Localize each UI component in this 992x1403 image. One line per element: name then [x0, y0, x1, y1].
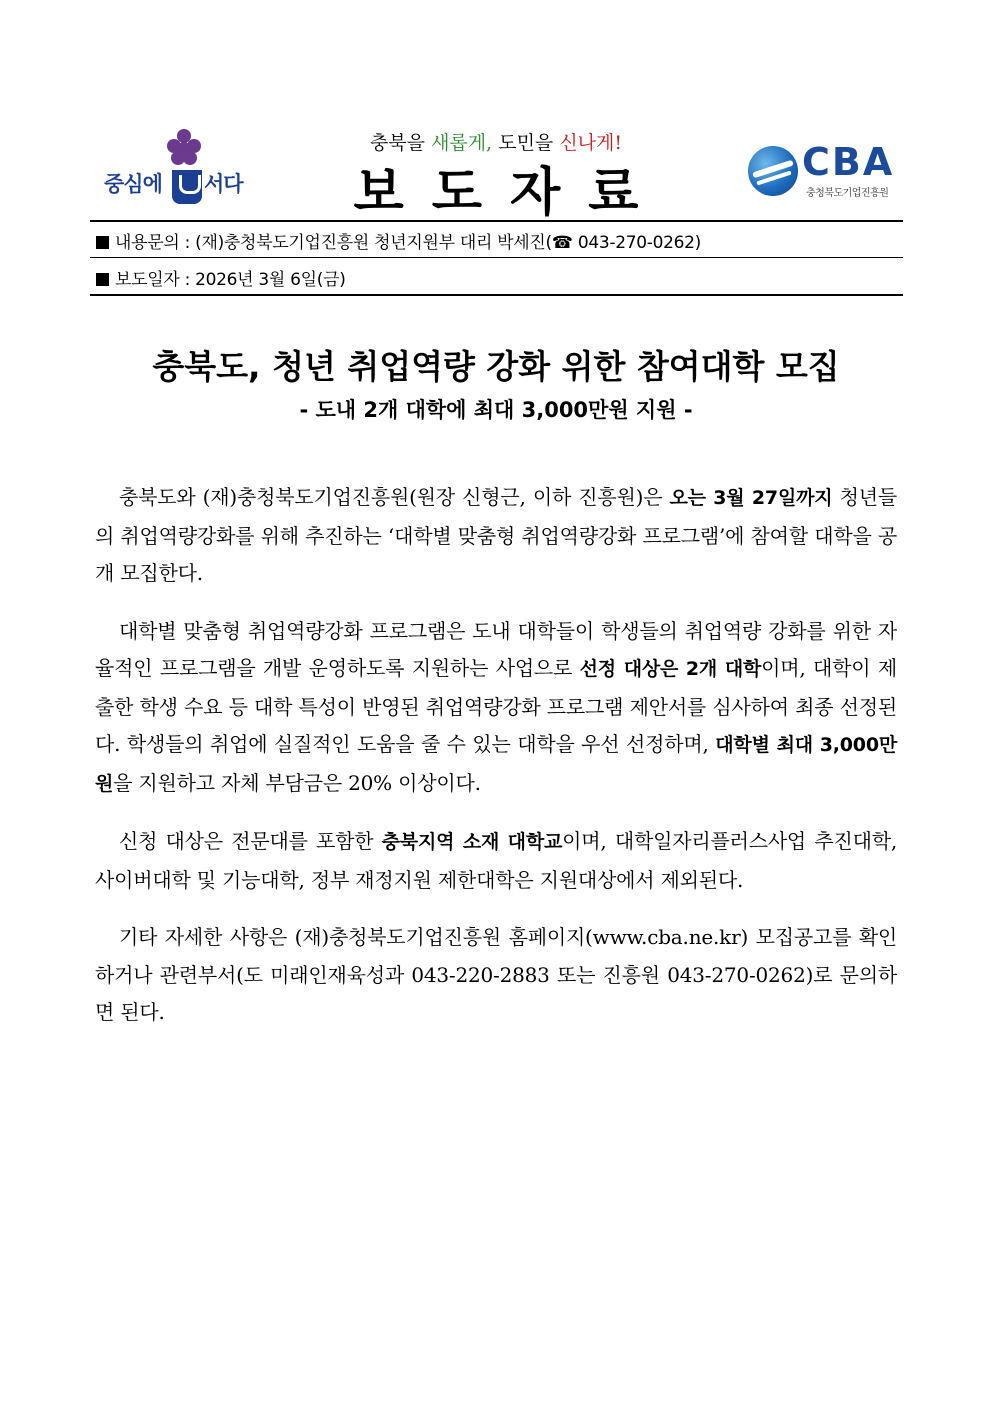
p2-bold: 선정 대상은 2개 대학	[579, 658, 762, 680]
square-bullet-icon	[96, 236, 109, 249]
p2-text: 대학별 맞춤형 취업역량강화 프로그램은 도내 대학들이 학생들의 취업역량 강화를 위한 자율적인 프로그램을 개발 운영하도록 지원하는 사업으로	[95, 618, 897, 680]
cba-logo	[748, 140, 908, 202]
paragraph-1	[95, 479, 897, 593]
p3-bold: 충북지역 소재 대학교	[381, 831, 563, 853]
date-row	[96, 265, 346, 290]
subheadline: - 도내 2개 대학에 최대 3,000만원 지원 -	[299, 398, 693, 422]
slogan-mid: 도민을	[492, 132, 560, 154]
square-bullet-icon	[96, 273, 109, 286]
divider	[90, 294, 903, 296]
press-release-title: 보도자료	[353, 162, 667, 223]
p1-text-2: 청년들의 취업역량강화를 위해 추진하는 ‘대학별 맞춤형 취업역량강화 프로그램’에 참여할 대학을 공개 모집한다.	[95, 485, 897, 585]
p3-text-2: 이며, 대학일자리플러스사업 추진대학, 사이버대학 및 기능대학, 정부 재정지원 제한대학은 지원대상에서 제외된다.	[95, 829, 897, 892]
cba-logo-text: CBA	[802, 140, 895, 184]
slogan-green: 새롭게,	[431, 132, 493, 154]
p2-text-2: 이며, 대학이 제출한 학생 수요 등 대학 특성이 반영된 취업역량강화 프로그램 제안서를 심사하여 최종 선정된다. 학생들의 취업에 실질적인 도움을 줄 수 있는 대학을 우선 선정하며,	[95, 656, 897, 756]
article-body	[95, 479, 897, 1052]
contact-row	[96, 228, 701, 253]
slogan-red: 신나게!	[559, 132, 623, 154]
cba-logo-subtext: 충청북도기업진흥원	[806, 188, 889, 199]
divider	[90, 220, 903, 222]
headline: 충북도, 청년 취업역량 강화 위한 참여대학 모집	[152, 347, 840, 386]
paragraph-2	[95, 613, 897, 804]
p1-bold: 오는 3월 27일까지	[669, 487, 833, 509]
p2-text-3: 을 지원하고 자체 부담금은 20% 이상이다.	[113, 770, 481, 795]
globe-icon	[748, 146, 798, 196]
logo-text-center: 중심에	[104, 172, 162, 196]
paragraph-4: 기타 자세한 사항은 (재)충청북도기업진흥원 홈페이지(www.cba.ne.kr) 모집공고를 확인하거나 관련부서(도 미래인재육성과 043-220-2883 또는 진흥원 043-270-0262)로 문의하면 된다.	[95, 925, 897, 1024]
paragraph-3	[95, 823, 897, 899]
date-text: 보도일자 : 2026년 3월 6일(금)	[115, 270, 346, 290]
p2-bold-2: 대학별 최대 3,000만원	[95, 734, 898, 795]
p3-text: 신청 대상은 전문대를 포함한	[119, 829, 382, 853]
slogan-prefix: 충북을	[369, 132, 432, 154]
divider	[90, 257, 903, 258]
logo-text-stand: 서다	[204, 172, 243, 196]
contact-text: 내용문의 : (재)충청북도기업진흥원 청년지원부 대리 박세진(☎ 043-270-0262)	[115, 233, 702, 253]
p1-text: 충북도와 (재)충청북도기업진흥원(원장 신형근, 이하 진흥원)은	[119, 485, 670, 509]
